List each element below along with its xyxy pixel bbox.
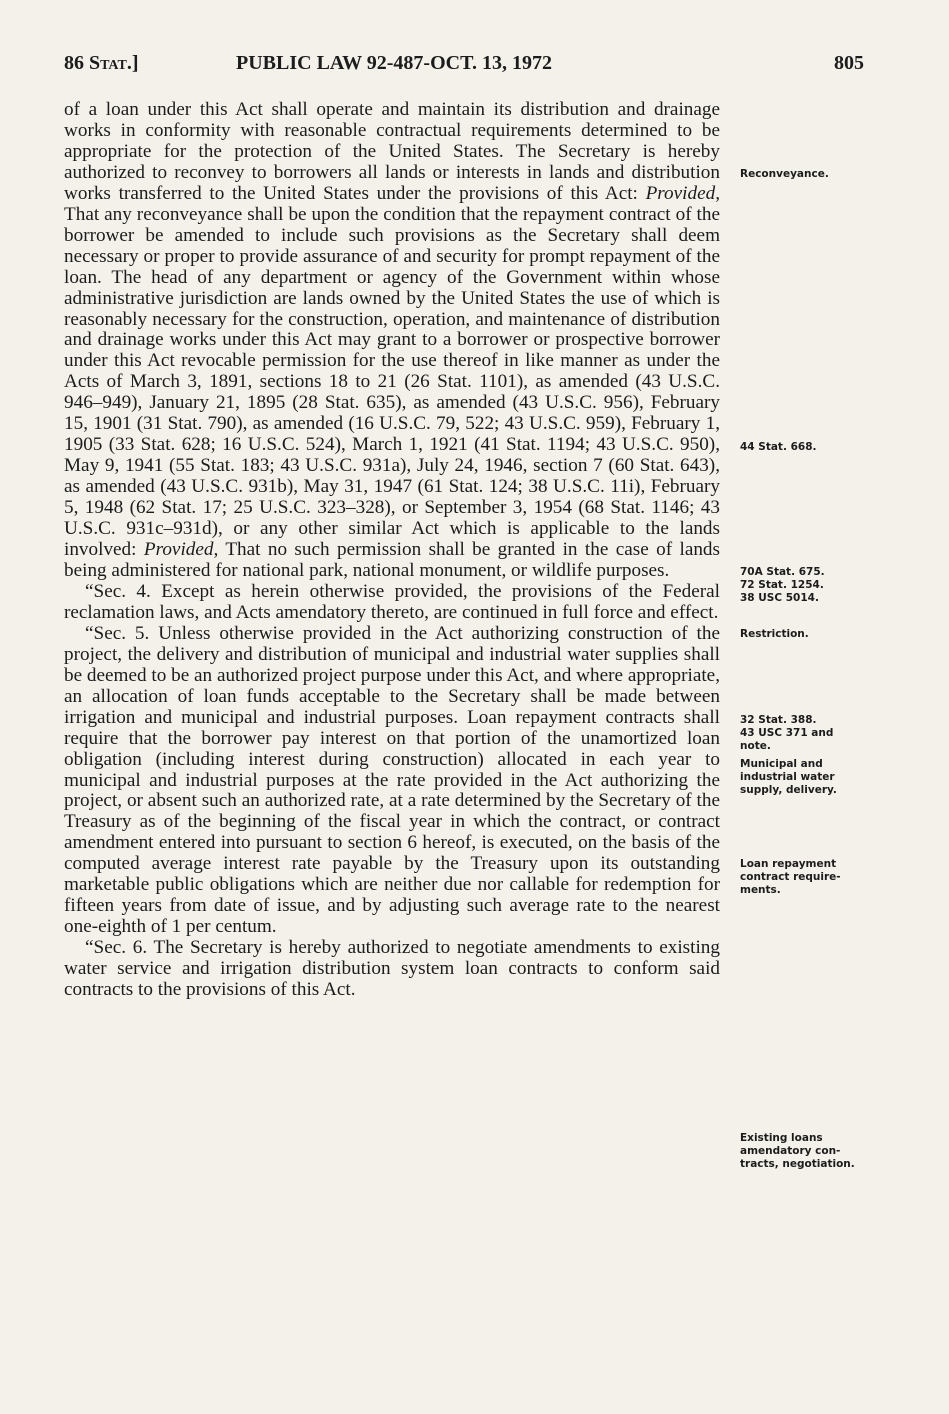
law-title: PUBLIC LAW 92-487-OCT. 13, 1972 [236,52,552,74]
margin-note-line: 70A Stat. 675. [740,566,825,578]
margin-note-municipal-water [740,758,890,797]
text-segment: “Sec. 6. The Secretary is hereby authorized to negotiate amendments to existing water service and irrigation distribution system loan contracts to conform said contracts to the provisions of this Act. [64,937,720,1001]
margin-note-line: ments. [740,884,781,896]
margin-note-line: Reconveyance. [740,168,829,180]
text-segment: “Sec. 4. Except as herein otherwise provided, the provisions of the Federal reclamation laws, and Acts amendatory thereto, are continued in full force and effect. [64,580,720,623]
margin-note-line: 43 USC 371 and [740,727,834,739]
margin-note-restriction [740,628,890,641]
main-text [64,100,720,1001]
paragraph-continuation [64,100,720,582]
margin-note-line: supply, delivery. [740,784,837,796]
margin-note-line: 38 USC 5014. [740,592,819,604]
bracket: ] [131,52,139,74]
volume-citation [64,52,139,75]
section-6 [64,938,720,1001]
margin-note-line: amendatory con- [740,1145,841,1157]
margin-note-line: tracts, negotiation. [740,1158,855,1170]
margin-note-line: industrial water [740,771,835,783]
stat-abbrev: Stat. [89,52,132,74]
margin-note-line: Municipal and [740,758,823,770]
margin-note-line: Loan repayment [740,858,837,870]
margin-note-line: 32 Stat. 388. [740,714,817,726]
margin-note-loan-repayment [740,858,890,897]
margin-note-line: Restriction. [740,628,809,640]
margin-note-70a-stat-675 [740,566,890,605]
volume-number: 86 [64,52,84,74]
margin-note-line: 72 Stat. 1254. [740,579,824,591]
section-4 [64,582,720,624]
page-number: 805 [834,52,864,74]
text-segment: That any reconveyance shall be upon the condition that the repayment contract of the borrower be amended to include such provisions as the Secretary shall deem necessary or proper to provide assurance of and security for prompt repayment of the loan. The head of any department or agency of the Government within whose administrative jurisdiction are lands owned by the United States the use of which is reasonably necessary for the construction, operation, and maintenance of distribution and drainage works under this Act may grant to a borrower or prospective borrower under this Act revocable permission for the use thereof in like manner as under the Acts of March 3, 1891, sections 18 to 21 (26 Stat. 1101), as amended (43 U.S.C. 946–949), January 21, 1895 (28 Stat. 635), as amended (43 U.S.C. 956), February 15, 1901 (31 Stat. 790), as amended (16 U.S.C. 79, 522; 43 U.S.C. 959), February 1, 1905 (33 Stat. 628; 16 U.S.C. 524), March 1, 1921 (41 Stat. 1194; 43 U.S.C. 950), May 9, 1941 (55 Stat. 183; 43 U.S.C. 931a), July 24, 1946, section 7 (60 Stat. 643), as amended (43 U.S.C. 931b), May 31, 1947 (61 Stat. 124; 38 U.S.C. 11i), February 5, 1948 (62 Stat. 17; 25 U.S.C. 323–328), or September 3, 1954 (68 Stat. 1146; 43 U.S.C. 931c–931d), or any other similar Act which is applicable to the lands involved: [64,203,720,561]
italic-proviso: Provided, [143,539,219,561]
margin-note-reconveyance [740,168,890,181]
text-segment: That no such permission shall be granted in the case of lands being administered for national park, national monument, or wildlife purposes. [64,539,720,581]
margin-note-line: Existing loans [740,1132,823,1144]
margin-note-existing-loans [740,1132,890,1171]
italic-proviso: Provided, [645,182,720,204]
margin-note-line: contract require- [740,871,841,883]
margin-note-44-stat-668 [740,441,890,454]
text-segment: “Sec. 5. Unless otherwise provided in the Act authorizing construction of the project, the delivery and distribution of municipal and industrial water supplies shall be deemed to be an authorized project purpose under this Act, and where appropriate, an allocation of loan funds acceptable to the Secretary shall be made between irrigation and municipal and industrial purposes. Loan repayment contracts shall require that the borrower pay interest on that portion of the unamortized loan obligation (including interest during construction) allocated in each year to municipal and industrial purposes at the rate provided in the Act authorizing the project, or absent such an authorized rate, at a rate determined by the Secretary of the Treasury as of the beginning of the fiscal year in which the contract, or contract amendment entered into pursuant to section 6 hereof, is executed, on the basis of the computed average interest rate payable by the Treasury upon its outstanding marketable public obligations which are neither due nor callable for redemption for fifteen years from date of issue, and by adjusting such average rate to the nearest one-eighth of 1 per centum. [64,622,720,938]
text-segment: of a loan under this Act shall operate and maintain its distribution and drainage works in conformity with reasonable contractual requirements determined to be appropriate for the protection of the United States. The Secretary is hereby authorized to reconvey to borrowers all lands or interests in lands and distribution works transferred to the United States under the provisions of this Act: [64,99,720,204]
margin-note-32-stat-388 [740,714,890,753]
running-header [64,52,864,82]
margin-note-line: 44 Stat. 668. [740,441,817,453]
margin-note-line: note. [740,740,771,752]
section-5 [64,624,720,938]
